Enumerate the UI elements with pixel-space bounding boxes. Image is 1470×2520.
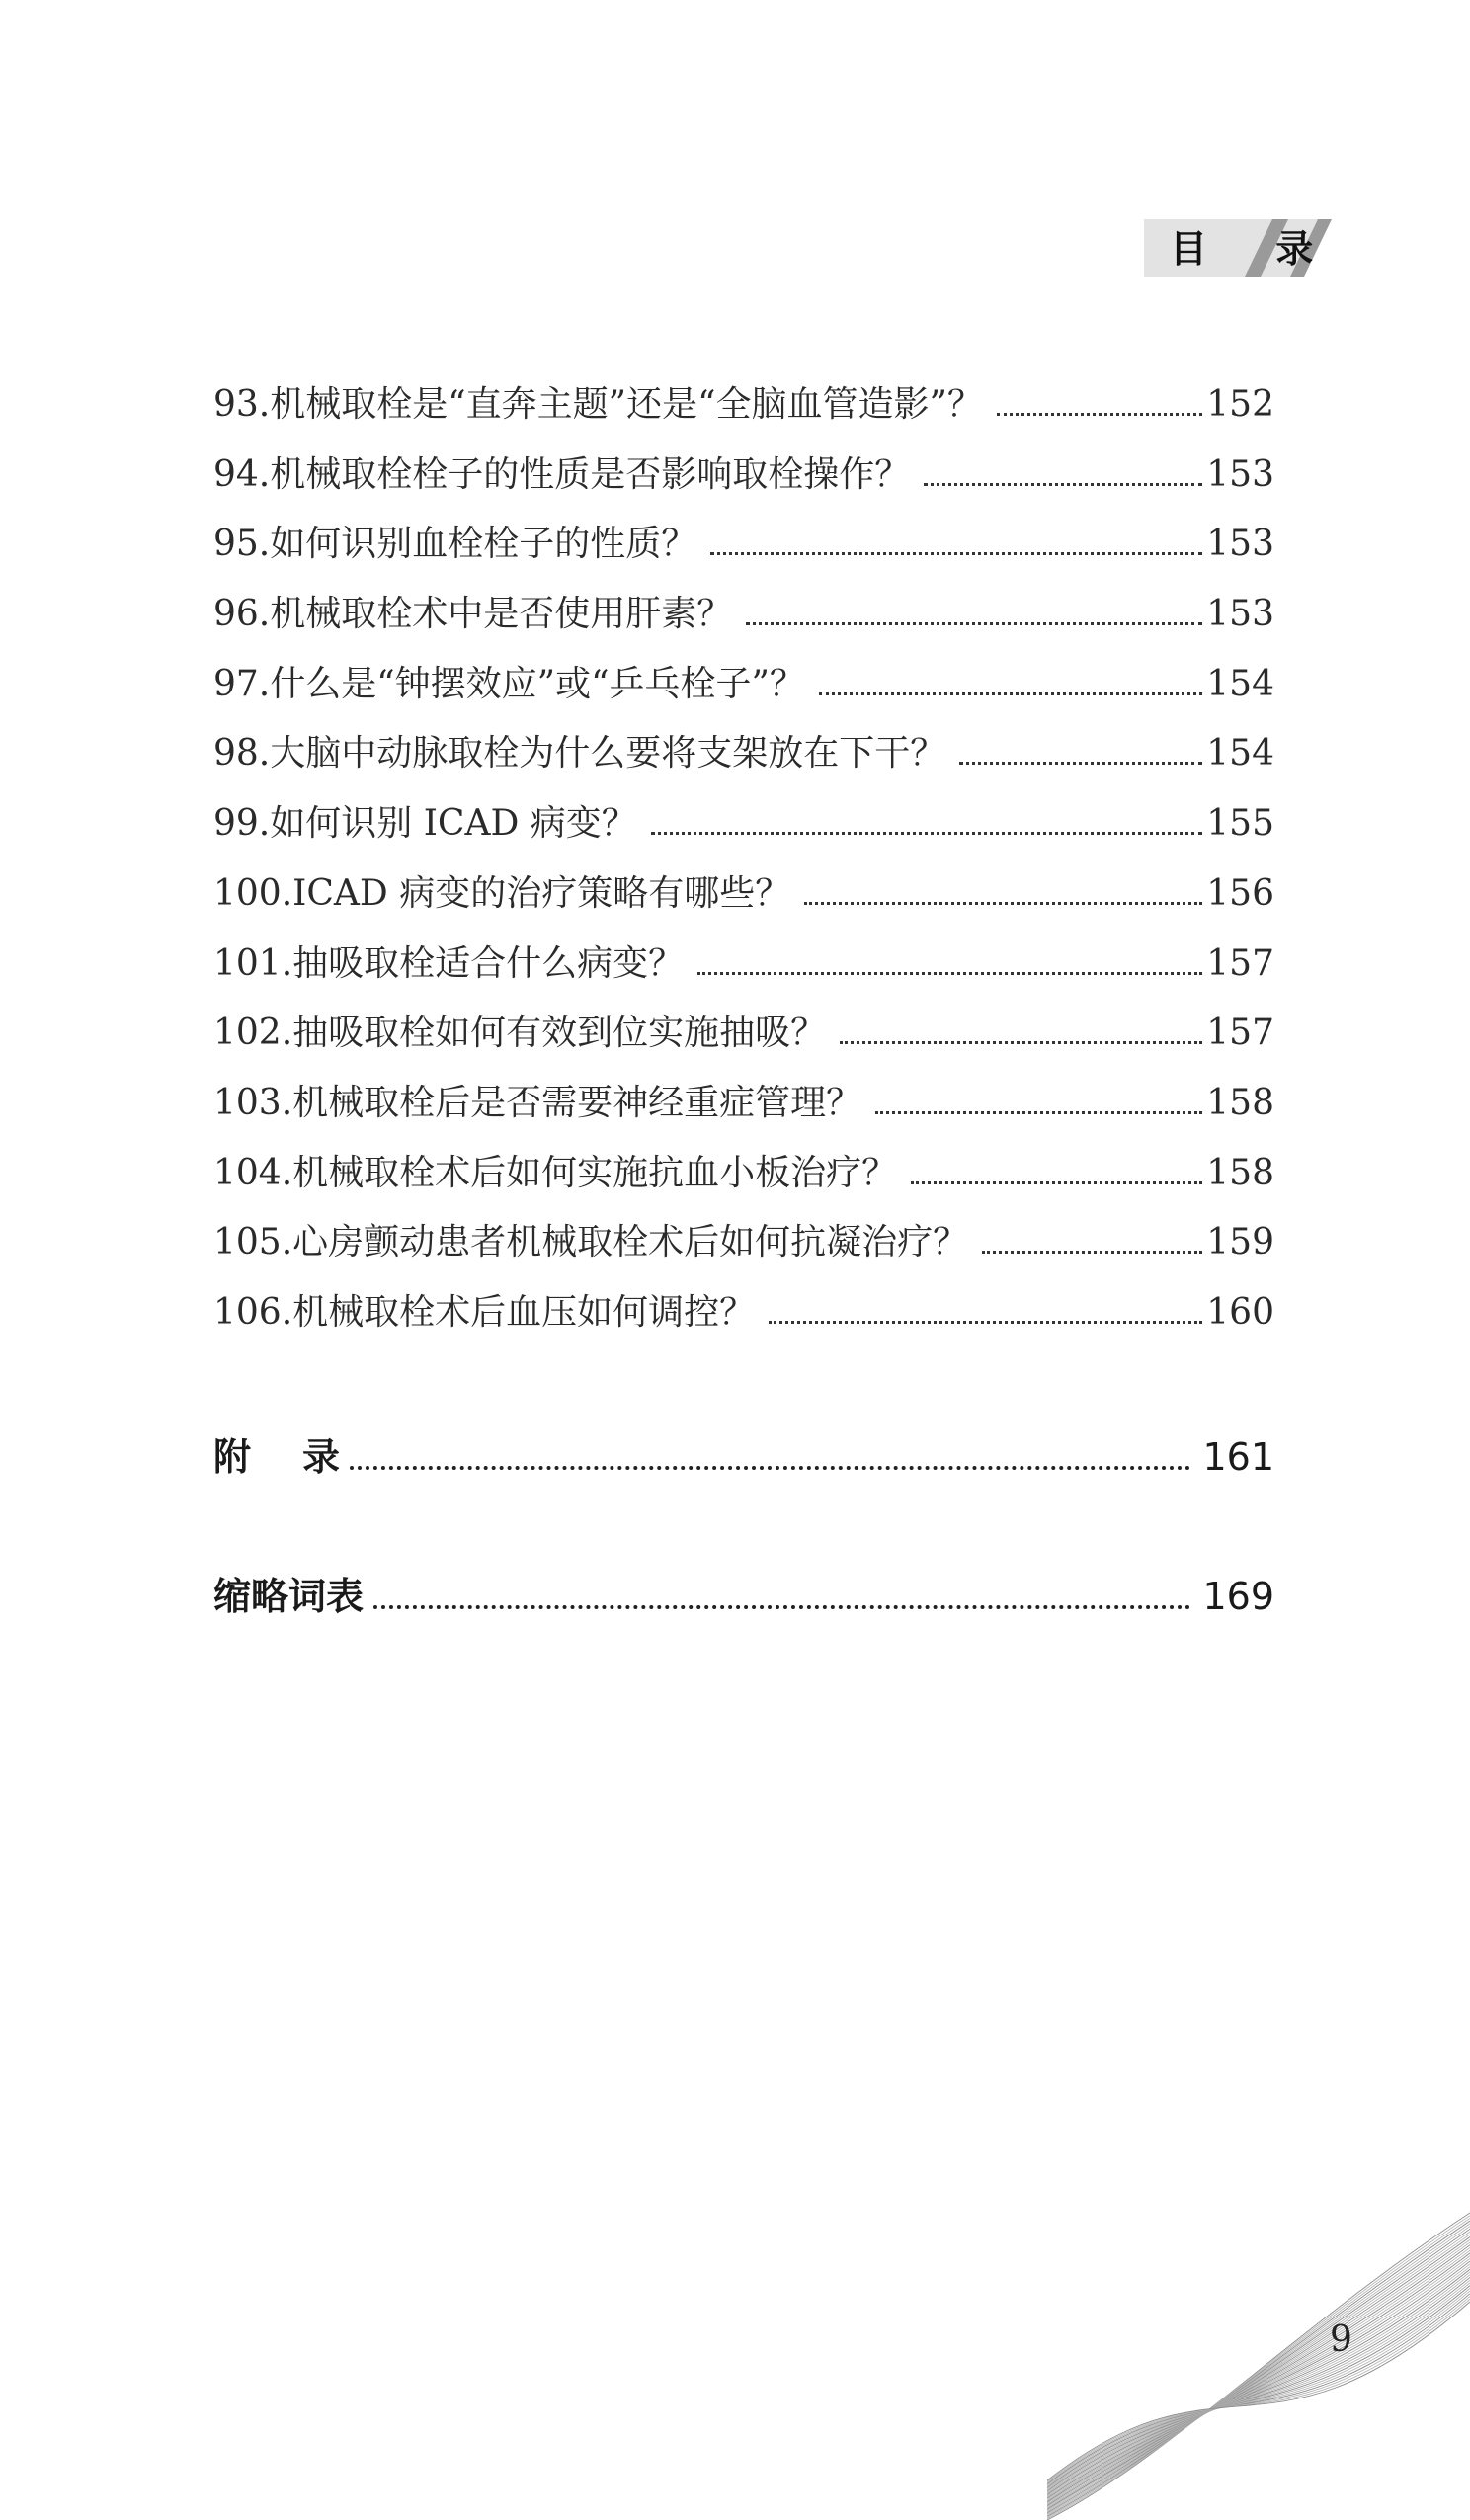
- toc-entry-title: 抽吸取栓如何有效到位实施抽吸？: [292, 1013, 827, 1054]
- toc-entry-page: 158: [1206, 1152, 1274, 1193]
- appendix-page: 161: [1202, 1435, 1274, 1479]
- toc-list: [213, 377, 1274, 1355]
- appendix-title: 附录: [213, 1435, 392, 1479]
- header-title: 目 录: [1170, 227, 1342, 271]
- toc-entry-title: 机械取栓栓子的性质是否影响取栓操作？: [270, 453, 911, 495]
- toc-entry-number: 105.: [213, 1222, 293, 1263]
- toc-entry-title: 机械取栓术后如何实施抗血小板治疗？: [292, 1152, 898, 1193]
- decorative-swoosh: [1047, 2203, 1470, 2520]
- toc-entry-number: 98.: [213, 733, 271, 774]
- toc-entry-leader: [697, 972, 1202, 975]
- appendix-leader: [350, 1466, 1190, 1470]
- toc-entry-page: 159: [1206, 1222, 1274, 1263]
- toc-entry-leader: [769, 1321, 1202, 1324]
- toc-entry[interactable]: [213, 866, 1274, 936]
- toc-entry[interactable]: [213, 377, 1274, 447]
- glossary-page: 169: [1202, 1575, 1274, 1618]
- toc-entry-leader: [804, 902, 1202, 905]
- toc-entry-leader: [746, 622, 1202, 625]
- toc-entry-title: 什么是“钟摆效应”或“乒乓栓子”？: [270, 663, 805, 704]
- toc-entry-leader: [911, 1181, 1202, 1184]
- toc-entry-title: 机械取栓术后血压如何调控？: [292, 1291, 756, 1333]
- toc-entry[interactable]: [213, 1006, 1274, 1076]
- toc-entry-leader: [997, 413, 1202, 416]
- toc-entry-number: 95.: [213, 524, 271, 565]
- toc-entry[interactable]: [213, 1285, 1274, 1355]
- toc-entry[interactable]: [213, 796, 1274, 866]
- toc-entry-page: 154: [1206, 733, 1274, 774]
- toc-entry-page: 153: [1206, 453, 1274, 495]
- page-number: 9: [1330, 2319, 1352, 2360]
- toc-entry[interactable]: [213, 1146, 1274, 1216]
- toc-entry-number: 106.: [213, 1291, 293, 1333]
- toc-entry-number: 96.: [213, 594, 271, 635]
- toc-entry-number: 100.: [213, 872, 293, 914]
- toc-entry-title: ICAD 病变的治疗策略有哪些？: [292, 872, 791, 914]
- toc-entry-leader: [875, 1111, 1202, 1114]
- toc-entry-page: 158: [1206, 1082, 1274, 1123]
- toc-entry[interactable]: [213, 726, 1274, 796]
- toc-entry-leader: [959, 762, 1202, 765]
- toc-entry-number: 102.: [213, 1013, 293, 1054]
- toc-entry[interactable]: [213, 1215, 1274, 1285]
- toc-entry-title: 机械取栓后是否需要神经重症管理？: [292, 1082, 862, 1123]
- toc-entry-title: 大脑中动脉取栓为什么要将支架放在下干？: [270, 733, 946, 774]
- toc-entry-title: 心房颤动患者机械取栓术后如何抗凝治疗？: [292, 1222, 969, 1263]
- toc-section-glossary[interactable]: [213, 1569, 1274, 1624]
- toc-entry-page: 160: [1206, 1291, 1274, 1333]
- toc-entry-page: 155: [1206, 803, 1274, 845]
- toc-entry-number: 101.: [213, 942, 293, 984]
- toc-entry-page: 153: [1206, 594, 1274, 635]
- toc-entry-leader: [924, 483, 1202, 486]
- toc-entry-number: 103.: [213, 1082, 293, 1123]
- toc-entry-title: 如何识别血栓栓子的性质？: [270, 524, 697, 565]
- toc-entry-title: 如何识别 ICAD 病变？: [270, 803, 637, 845]
- toc-entry-title: 机械取栓是“直奔主题”还是“全脑血管造影”？: [270, 384, 983, 425]
- toc-entry-page: 157: [1206, 1013, 1274, 1054]
- toc-entry-number: 97.: [213, 663, 271, 704]
- toc-entry-leader: [840, 1041, 1202, 1044]
- toc-entry-number: 104.: [213, 1152, 293, 1193]
- toc-entry-leader: [982, 1251, 1202, 1254]
- toc-entry-number: 99.: [213, 803, 271, 845]
- toc-entry-leader: [819, 692, 1202, 695]
- toc-entry[interactable]: [213, 587, 1274, 657]
- toc-entry-title: 抽吸取栓适合什么病变？: [292, 942, 685, 984]
- toc-entry-page: 153: [1206, 524, 1274, 565]
- toc-entry[interactable]: [213, 657, 1274, 727]
- toc-entry-page: 154: [1206, 663, 1274, 704]
- toc-entry[interactable]: [213, 936, 1274, 1007]
- toc-entry-page: 152: [1206, 384, 1274, 425]
- toc-entry-leader: [651, 832, 1203, 835]
- toc-entry-number: 93.: [213, 384, 271, 425]
- toc-entry-title: 机械取栓术中是否使用肝素？: [270, 594, 733, 635]
- toc-entry-leader: [710, 552, 1202, 555]
- toc-section-appendix[interactable]: [213, 1429, 1274, 1485]
- toc-entry-page: 157: [1206, 942, 1274, 984]
- toc-entry[interactable]: [213, 447, 1274, 518]
- glossary-leader: [373, 1605, 1190, 1609]
- toc-entry-number: 94.: [213, 453, 271, 495]
- toc-entry-page: 156: [1206, 872, 1274, 914]
- toc-entry[interactable]: [213, 1076, 1274, 1146]
- toc-entry[interactable]: [213, 517, 1274, 587]
- glossary-title: 缩略词表: [213, 1575, 365, 1618]
